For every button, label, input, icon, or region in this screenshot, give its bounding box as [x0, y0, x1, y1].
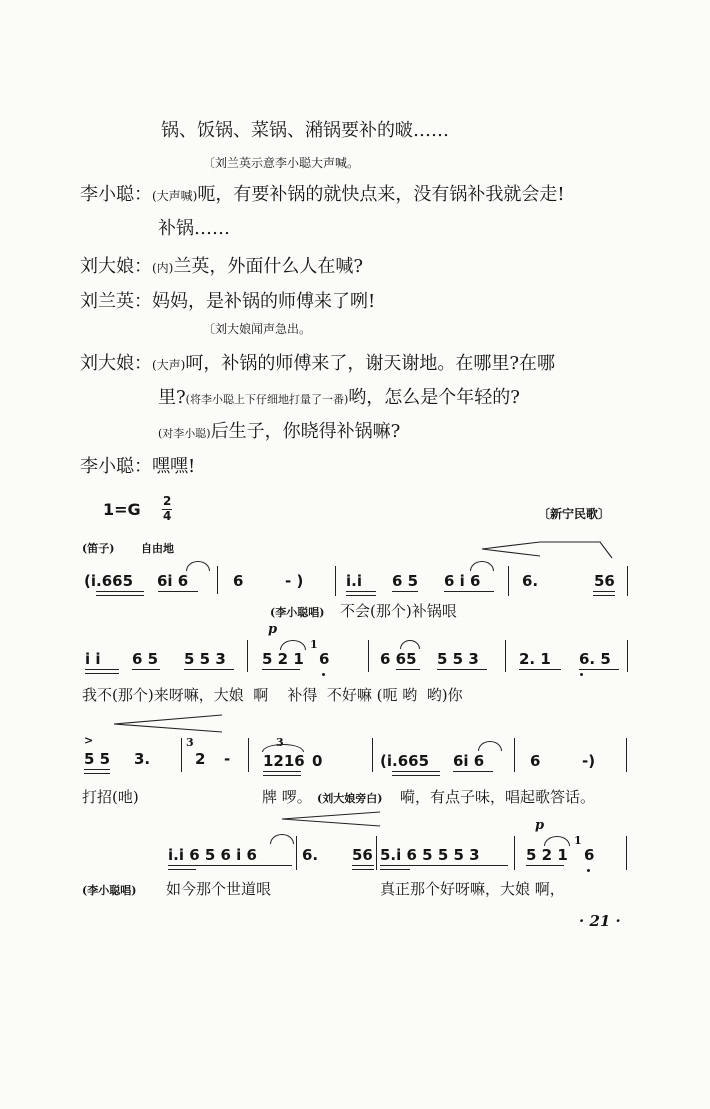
- stage-note: (大声): [152, 358, 186, 372]
- underline: [84, 769, 110, 770]
- dialogue-text: 后生子，你晓得补锅嘛?: [210, 421, 401, 442]
- underline: [396, 669, 420, 670]
- bar-line: [296, 836, 297, 870]
- note-group: -): [582, 752, 596, 770]
- underline: [168, 865, 292, 866]
- underline: [346, 591, 376, 592]
- dialogue-text: 哟，怎么是个年轻的?: [348, 387, 520, 408]
- note-group: 6 i 6: [444, 572, 481, 590]
- underline: [85, 669, 119, 670]
- dialogue-line-5: [80, 349, 555, 375]
- dialogue-line-4: [80, 287, 375, 313]
- underline: [526, 865, 564, 866]
- time-signature-top: 2: [163, 494, 172, 508]
- note-group: 6 65: [380, 650, 417, 668]
- dynamic-marking: p: [268, 622, 278, 637]
- note-group: 6i 6: [157, 572, 189, 590]
- note-group: i.i 6 5 6 i 6: [168, 846, 257, 864]
- note-group: 6. 5: [579, 650, 611, 668]
- underline: [132, 669, 160, 670]
- stage-note: (大声喊): [152, 189, 198, 203]
- stage-note: (对李小聪): [158, 427, 211, 440]
- note-group: i.i: [346, 572, 362, 590]
- underline: [593, 595, 615, 596]
- bar-line: [368, 640, 369, 672]
- underline: [346, 595, 376, 596]
- slur: [270, 834, 294, 844]
- note-group: 5 5 3: [437, 650, 479, 668]
- underline: [96, 591, 144, 592]
- dialogue-text: 兰英，外面什么人在喊?: [173, 256, 364, 277]
- note-group: 56: [594, 572, 615, 590]
- speaker-name: 刘兰英：: [80, 291, 152, 312]
- lyric-note: (李小聪唱): [82, 884, 137, 897]
- underline: [392, 771, 440, 772]
- underline: [85, 673, 119, 674]
- note-group: (i.665: [84, 572, 134, 590]
- note-group: 5 5: [84, 750, 111, 768]
- speaker-name: 刘大娘：: [80, 353, 152, 374]
- dialogue-line-2-cont: 补锅……: [158, 218, 230, 239]
- lyric-line-2: 我不(那个)来呀嘛，大娘 啊 补得 不好嘛 (呃 哟 哟)你: [82, 686, 463, 704]
- lyric-note: (刘大娘旁白): [317, 792, 383, 805]
- note-group: 6i 6: [453, 752, 485, 770]
- underline: [437, 669, 487, 670]
- note-group: 0: [312, 752, 323, 770]
- underline: [392, 591, 418, 592]
- bar-line: [372, 738, 373, 772]
- underline: [519, 669, 561, 670]
- bar-line: [514, 836, 515, 870]
- instrument-label: (笛子): [82, 542, 115, 555]
- slur: [280, 640, 306, 650]
- underline: [168, 869, 196, 870]
- slur: [262, 744, 304, 752]
- stage-note: (将李小聪上下仔细地打量了一番): [185, 393, 349, 406]
- note-group: i i: [85, 650, 101, 668]
- slur: [478, 741, 502, 751]
- underline: [262, 669, 300, 670]
- bar-line: [514, 738, 515, 772]
- slur: [544, 836, 570, 846]
- note-group: 1216: [263, 752, 305, 770]
- dialogue-text: 妈妈，是补锅的师傅来了咧!: [152, 291, 376, 312]
- dialogue-line-3: [80, 252, 363, 278]
- dialogue-text: 呃，有要补锅的就快点来，没有锅补我就会走!: [197, 184, 565, 205]
- lyric-line-3b: 牌 啰。: [262, 788, 312, 806]
- octave-dot: [322, 673, 325, 676]
- dynamic-marking: p: [535, 818, 545, 833]
- bar-line: [248, 738, 249, 772]
- grace-note: 1: [574, 834, 582, 847]
- lyric-note: (李小聪唱): [270, 606, 325, 619]
- underline: [380, 869, 410, 870]
- note-group: 5.i 6 5 5 5 3: [380, 846, 480, 864]
- underline: [593, 591, 615, 592]
- note-group: 56: [352, 846, 373, 864]
- note-group: 6.: [302, 846, 319, 864]
- crescendo-mark: [280, 810, 390, 830]
- dialogue-line-2: [80, 180, 565, 206]
- underline: [263, 775, 301, 776]
- slur: [470, 561, 494, 571]
- bar-line: [376, 836, 377, 870]
- note-group: 6: [584, 846, 595, 864]
- bar-line: [508, 566, 509, 596]
- underline: [352, 869, 374, 870]
- grace-note: 1: [310, 638, 318, 651]
- lyric-line-3a: 打招(吔): [82, 788, 139, 806]
- underline: [158, 591, 198, 592]
- song-source: 〔新宁民歌〕: [538, 507, 611, 521]
- underline: [352, 865, 374, 866]
- page-number: · 21 ·: [579, 912, 621, 930]
- note-group: 3.: [134, 750, 151, 768]
- dialogue-line-6: [80, 452, 195, 478]
- note-group: 6 5: [132, 650, 159, 668]
- stage-direction-1: 〔刘兰英示意李小聪大声喊。: [203, 156, 360, 170]
- octave-dot: [587, 869, 590, 872]
- bar-line: [335, 566, 336, 596]
- bar-line: [505, 640, 506, 672]
- lyric-line-1: 不会(那个)补锅哏: [340, 602, 457, 620]
- dialogue-line-5-cont: [158, 383, 520, 409]
- bar-line: [626, 738, 627, 772]
- note-group: 6.: [522, 572, 539, 590]
- dialogue-line-5-cont2: [158, 417, 400, 443]
- speaker-name: 李小聪：: [80, 184, 152, 205]
- crescendo-mark: [112, 712, 236, 734]
- underline: [380, 865, 508, 866]
- time-signature-bottom: 4: [163, 509, 172, 523]
- note-group: - ): [285, 572, 304, 590]
- script-line-1: 锅、饭锅、菜锅、潲锅要补的啵……: [161, 120, 449, 141]
- tempo-marking: 自由地: [141, 542, 174, 555]
- grace-note: 3: [186, 736, 194, 749]
- slur: [400, 640, 420, 649]
- bar-line: [627, 640, 628, 672]
- lyric-line-4b: 真正那个好呀嘛，大娘 啊，: [380, 880, 565, 898]
- lyric-line-4a: 如今那个世道哏: [166, 880, 272, 898]
- underline: [444, 591, 494, 592]
- note-group: 6: [530, 752, 541, 770]
- note-group: 5 2 1: [262, 650, 304, 668]
- dialogue-text: 呵，补锅的师傅来了，谢天谢地。在哪里?在哪: [185, 353, 556, 374]
- underline: [579, 669, 619, 670]
- bar-line: [181, 738, 182, 772]
- speaker-name: 李小聪：: [80, 456, 152, 477]
- key-signature: 1=G: [103, 500, 141, 519]
- underline: [184, 669, 234, 670]
- slur: [186, 561, 210, 571]
- underline: [84, 773, 110, 774]
- underline: [263, 771, 301, 772]
- stage-direction-2: 〔刘大娘闻声急出。: [203, 322, 312, 336]
- underline: [453, 771, 493, 772]
- note-group: 6: [233, 572, 244, 590]
- note-group: 5 5 3: [184, 650, 226, 668]
- note-group: 6: [319, 650, 330, 668]
- note-group: 2. 1: [519, 650, 551, 668]
- dialogue-text: 嘿嘿!: [152, 456, 196, 477]
- note-group: 5 2 1: [526, 846, 568, 864]
- note-group: -: [224, 750, 231, 768]
- triplet-mark: 3: [276, 736, 284, 749]
- lyric-line-3c: 嗬，有点子味，唱起歌答话。: [400, 788, 596, 806]
- bar-line: [627, 566, 628, 596]
- octave-dot: [580, 673, 583, 676]
- note-group: 6 5: [392, 572, 419, 590]
- speaker-name: 刘大娘：: [80, 256, 152, 277]
- note-group: (i.665: [380, 752, 430, 770]
- underline: [96, 595, 144, 596]
- stage-note: (内): [152, 261, 174, 275]
- crescendo-mark: [480, 540, 616, 560]
- note-group: 2: [195, 750, 206, 768]
- accent-mark: >: [84, 734, 94, 747]
- bar-line: [626, 836, 627, 870]
- bar-line: [247, 640, 248, 672]
- dialogue-text: 里?: [158, 387, 186, 408]
- underline: [392, 775, 440, 776]
- bar-line: [217, 566, 218, 594]
